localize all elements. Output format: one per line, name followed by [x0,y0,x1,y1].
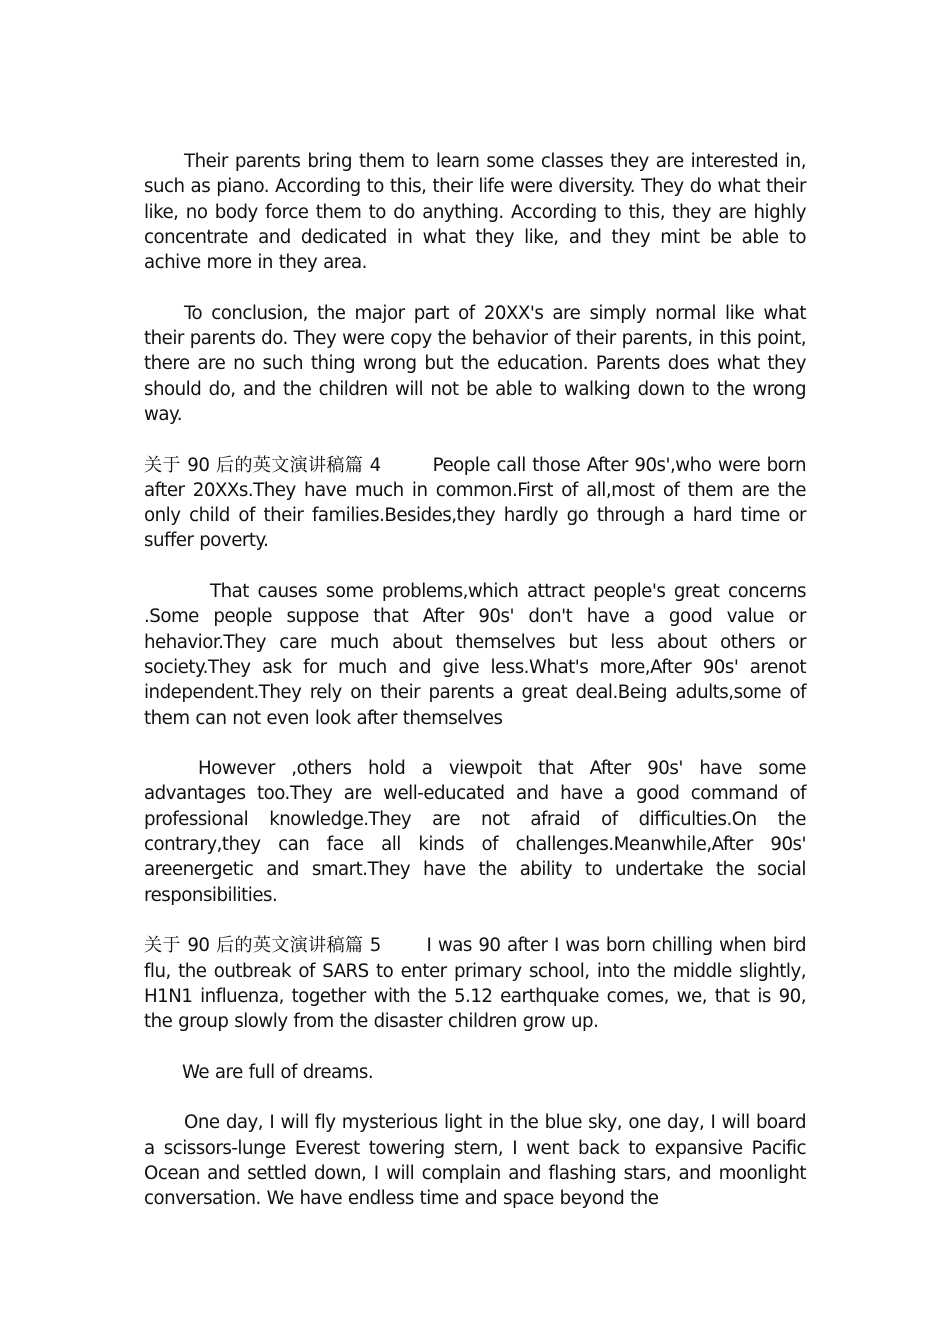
heading-gap [381,455,433,476]
paragraph-speech-4-intro [144,453,806,554]
paragraph-speech-4-text: People call those After 90s',who were born after 20XXs.They have much in common.First of all,most of them are the only child of their families.Besides,they hardly go through a hard time or suffer poverty. [144,454,806,552]
paragraph-speech-5-text: I was 90 after I was born chilling when bird flu, the outbreak of SARS to enter primary school, into the middle slightly, H1N1 influenza, together with the 5.12 earthquake comes, we, that is 90, the group slowly from the disaster children grow up. [144,935,806,1033]
section-heading-speech-4: 关于 90 后的英文演讲稿篇 4 [144,454,381,476]
paragraph-parents-classes: Their parents bring them to learn some classes they are interested in, such as piano. According to this, their life were diversity. They do what their like, no body force them to do anything. According to this, they are highly concentrate and dedicated in what they like, and they mint be able to achive more in they area. [144,151,806,274]
paragraph-one-day: One day, I will fly mysterious light in the blue sky, one day, I will board a scissors-lunge Everest towering stern, I went back to expansive Pacific Ocean and settled down, I will complain and flashing stars, and moonlight conversation. We have endless time and space beyond the [144,1112,806,1210]
paragraph-advantages: However ,others hold a viewpoit that After 90s' have some advantages too.They are well-educated and have a good command of professional knowledge.They are not afraid of difficulties.On the contrary,they can face all kinds of challenges.Meanwhile,After 90s' areenergetic and smart.They have the ability to undertake the social responsibilities. [144,758,806,906]
paragraph-problems: That causes some problems,which attract people's great concerns .Some people suppose that After 90s' don't have a good value or hehavior.They care much about themselves but less about others or society.They ask for much and give less.What's more,After 90s' arenot independent.They rely on their parents a great deal.Being adults,some of them can not even look after themselves [144,581,806,729]
heading-gap [381,935,427,956]
paragraph-dreams: We are full of dreams. [182,1061,374,1083]
paragraph-conclusion: To conclusion, the major part of 20XX's are simply normal like what their parents do. They were copy the behavior of their parents, in this point, there are no such thing wrong but the education. Parents does what they should do, and the children will not be able to walking down to the wrong way. [144,302,806,425]
section-heading-speech-5: 关于 90 后的英文演讲稿篇 5 [144,935,381,957]
paragraph-speech-5-intro [144,933,806,1034]
document-body [144,149,806,1237]
